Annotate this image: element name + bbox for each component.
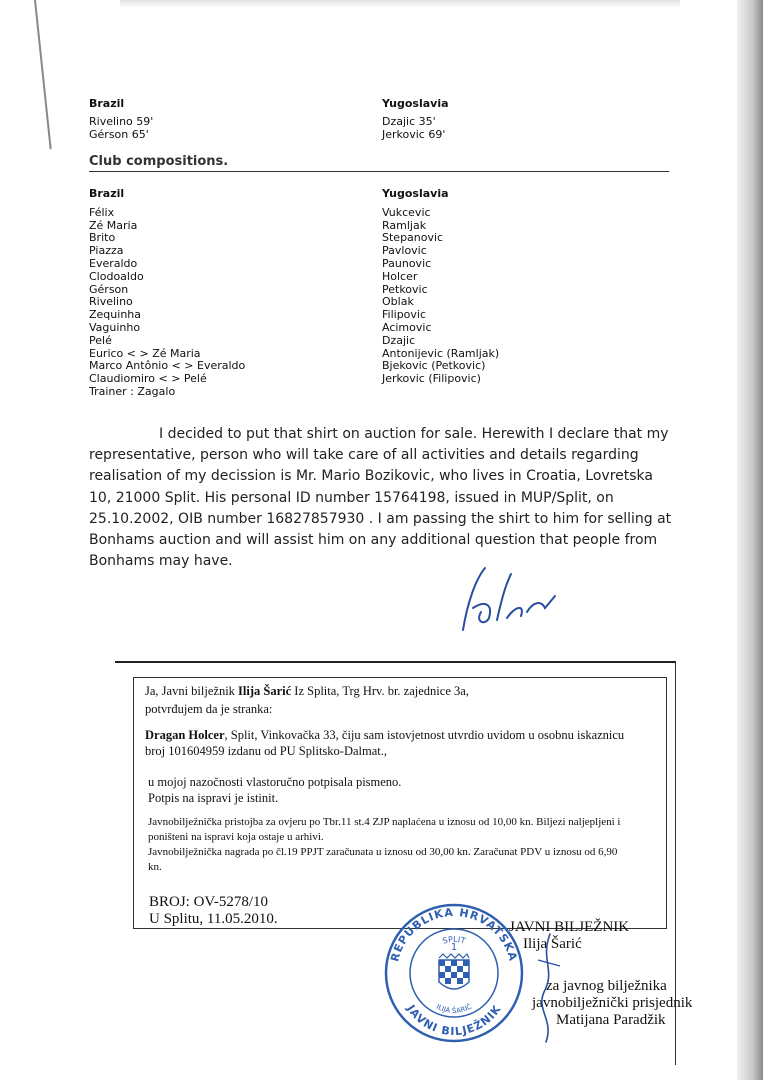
fee-line: poništeni na ispravi koja ostaje u arhivi. [148,831,324,843]
document-number: BROJ: OV-5278/10 [149,894,269,910]
office-name: Ilija Šarić [523,936,582,952]
svg-text:ILIJA ŠARIĆ [435,1002,473,1015]
croatian-coat-of-arms-icon [439,954,469,989]
player-line: Piazza [89,244,124,258]
fee-line: kn. [148,861,162,873]
player-line: Jerkovic (Filipovic) [382,372,481,386]
player-line: Zé Maria [89,218,138,232]
sub-line: Jerkovic 69' [382,127,446,141]
substitutions-yugoslavia [382,98,449,141]
substitutions-brazil [89,98,153,141]
player-line: Bjekovic (Petkovic) [382,359,486,373]
svg-text:REPUBLIKA HRVATSKA [388,906,520,963]
player-line: Pavlovic [382,244,427,258]
stamp-top-text: REPUBLIKA HRVATSKA [388,905,520,964]
scan-page-edge [737,0,763,1080]
party-details: , Split, Vinkovačka 33, čiju sam istovjetnost utvrdio uvidom u osobnu iskaznicu [224,728,625,742]
player-line: Paunovic [382,256,432,270]
club-brazil [89,188,245,399]
player-line: Claudiomiro < > Pelé [89,372,207,386]
authenticity-line: Potpis na ispravi je istinit. [148,791,279,805]
player-line: Brito [89,231,116,245]
player-line: Petkovic [382,282,428,296]
scan-smudge [120,0,680,8]
notary-confirm-line: potvrđujem da je stranka: [145,702,273,716]
player-line: Eurico < > Zé Maria [89,346,201,360]
declaration-text: I decided to put that shirt on auction for sale. Herewith I declare that my representative, person who will take care of all activities and details regarding realisation of my decission is Mr. Mario Bozikovic, who lives in Croatia, Lovretska 10, 21000 Split. His personal ID number 15764198, issued in MUP/Split, on 25.10.2002, OIB number 16827857930 . I am passing the shirt to him for selling at Bonhams auction and will assist him on any additional question that people from Bonhams may have. [89,426,672,570]
place-date: U Splitu, 11.05.2010. [149,911,278,927]
party-id-line: broj 101604959 izdanu od PU Splitsko-Dalmat., [145,744,387,758]
trainer-line: Trainer : Zagalo [89,384,176,398]
fee-line: Javnobilježnička pristojba za ovjeru po Tbr.11 st.4 ZJP naplaćena u iznosu od 10,00 kn. Biljezi naljepljeni i [148,816,621,828]
declaration-paragraph [89,424,679,572]
scan-margin-mark [34,0,52,149]
team-title: Yugoslavia [382,97,449,110]
stamp-bottom-text: JAVNI BILJEŽNIK [404,1002,504,1039]
player-line: Antonijevic (Ramljak) [382,346,500,360]
player-line: Filipovic [382,308,427,322]
notary-stamp [383,902,525,1044]
player-line: Ramljak [382,218,427,232]
party-name: Dragan Holcer [145,728,225,742]
player-line: Stepanovic [382,231,444,245]
player-line: Holcer [382,269,418,283]
sub-line: Gérson 65' [89,127,149,141]
presence-line: u mojoj nazočnosti vlastoručno potpisala pismeno. [148,775,402,789]
player-line: Oblak [382,295,414,309]
holcer-signature [445,560,565,640]
stamp-inner-top: SPLIT [441,934,467,946]
team-title: Brazil [89,97,125,110]
office-title: JAVNI BILJEŽNIK [509,919,630,935]
notary-intro-text: Ja, Javni bilježnik [145,684,239,698]
stamp-number: 1 [450,942,458,953]
player-line: Gérson [89,282,129,296]
notary-intro-line [145,683,469,699]
player-line: Clodoaldo [89,269,144,283]
player-line: Zequinha [89,308,141,322]
player-line: Dzajic [382,333,416,347]
stamp-inner-bottom: ILIJA ŠARIĆ [434,1002,474,1016]
notary-address: Iz Splita, Trg Hrv. br. zajednice 3a, [291,684,469,698]
heading-rule [89,171,669,172]
deputy-line: javnobilježnički prisjednik [532,995,693,1011]
team-title: Yugoslavia [382,187,449,200]
deputy-name: Matijana Paradžik [556,1012,666,1028]
party-line [145,727,624,743]
deputy-line: za javnog bilježnika [546,978,667,994]
player-line: Vaguinho [89,320,141,334]
notary-name: Ilija Šarić [238,684,292,698]
player-line: Marco Antônio < > Everaldo [89,359,246,373]
player-line: Acimovic [382,320,432,334]
club-heading: Club compositions. [89,154,229,169]
player-line: Vukcevic [382,205,431,219]
fee-line: Javnobilježnička nagrada po čl.19 PPJT zaračunata u iznosu od 30,00 kn. Zaračunat PDV u iznosu od 6,90 [148,846,618,858]
player-line: Rivelino [89,295,133,309]
team-title: Brazil [89,187,125,200]
player-line: Everaldo [89,256,138,270]
player-line: Pelé [89,333,112,347]
club-yugoslavia [382,188,499,386]
player-line: Félix [89,205,115,219]
sub-line: Dzajic 35' [382,114,436,128]
deputy-signature [520,930,580,1050]
sub-line: Rivelino 59' [89,114,154,128]
